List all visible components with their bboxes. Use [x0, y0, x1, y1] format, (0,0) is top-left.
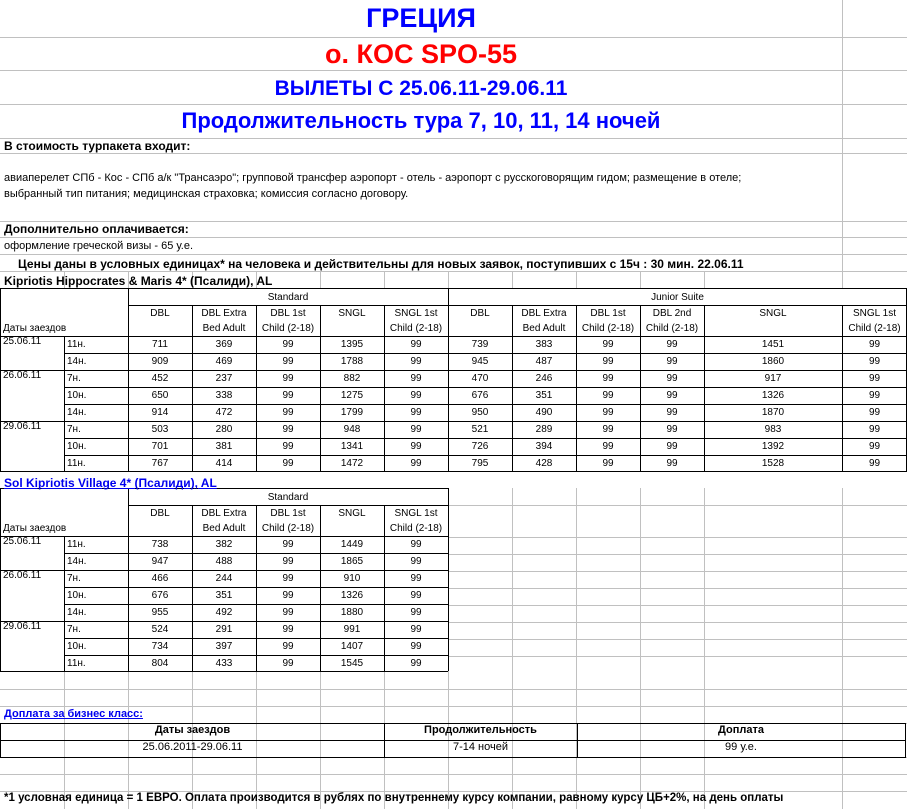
price-cell: 99: [282, 407, 294, 418]
business-duration: 7-14 ночей: [452, 741, 509, 753]
price-cell: 244: [215, 573, 233, 584]
nights: 7н.: [67, 624, 81, 635]
price-cell: 650: [151, 390, 169, 401]
business-header-duration: Продолжительность: [424, 724, 537, 736]
price-cell: 945: [471, 356, 489, 367]
price-cell: 99: [410, 607, 422, 618]
price-cell: 99: [602, 339, 614, 350]
business-header-payment: Доплата: [718, 724, 764, 736]
price-cell: 1860: [761, 356, 785, 367]
price-cell: 99: [282, 441, 294, 452]
hotel-1-standard-label: Standard: [267, 292, 309, 303]
price-cell: 351: [535, 390, 553, 401]
hotel2-std-col-header: [384, 506, 448, 536]
price-cell: 99: [666, 458, 678, 469]
col-header-line-2: Child (2-18): [389, 323, 443, 334]
price-cell: 711: [152, 339, 168, 350]
hotel1-js-col-header: [576, 306, 640, 336]
business-title: Доплата за бизнес класс:: [4, 708, 143, 720]
price-cell: 99: [868, 424, 881, 435]
nights: 10н.: [67, 590, 87, 601]
col-header-line-1: DBL 1st: [590, 308, 626, 319]
price-cell: 490: [535, 407, 553, 418]
nights: 14н.: [67, 607, 87, 618]
arrival-date: 29.06.11: [3, 621, 42, 632]
price-cell: 1545: [340, 658, 364, 669]
price-cell: 1451: [761, 339, 785, 350]
nights: 10н.: [67, 641, 87, 652]
price-cell: 738: [151, 539, 169, 550]
price-cell: 1392: [761, 441, 785, 452]
col-header-line-1: DBL: [150, 508, 170, 519]
includes-line-1: авиаперелет СПб - Кос - СПб а/к "Трансаэро"; групповой трансфер аэропорт - отель - аэропорт с русскоговорящим гидом; размещение в отеле;: [4, 172, 742, 184]
col-header-line-2: Child (2-18): [261, 523, 315, 534]
arrival-date: 29.06.11: [3, 421, 42, 432]
price-cell: 382: [215, 539, 233, 550]
col-header-line-1: DBL: [150, 308, 170, 319]
price-cell: 99: [666, 339, 678, 350]
price-cell: 1528: [761, 458, 785, 469]
arrival-date: 25.06.11: [3, 336, 42, 347]
price-cell: 804: [151, 658, 169, 669]
col-header-line-2: Child (2-18): [581, 323, 635, 334]
price-cell: 914: [151, 407, 169, 418]
price-cell: 1880: [340, 607, 364, 618]
price-cell: 99: [410, 556, 422, 567]
price-cell: 955: [151, 607, 169, 618]
hotel-2-date-header: Даты заездов: [3, 523, 67, 534]
price-cell: 280: [215, 424, 233, 435]
price-cell: 99: [868, 356, 881, 367]
price-cell: 99: [282, 356, 294, 367]
hotel1-std-col-header: [320, 306, 384, 321]
price-note: Цены даны в условных единицах* на человека и действительны для новых заявок, поступивших с 15ч : 30 мин. 22.06.11: [18, 257, 744, 271]
col-header-line-2: Child (2-18): [645, 323, 699, 334]
nights: 7н.: [67, 373, 81, 384]
includes-title: В стоимость турпакета входит:: [4, 139, 191, 153]
price-cell: 487: [535, 356, 553, 367]
nights: 14н.: [67, 356, 87, 367]
nights: 7н.: [67, 573, 81, 584]
price-cell: 1407: [340, 641, 364, 652]
price-cell: 99: [282, 641, 294, 652]
nights: 10н.: [67, 390, 87, 401]
price-cell: 726: [471, 441, 489, 452]
hotel-2-standard-label: Standard: [267, 492, 309, 503]
hotel1-js-col-header: [842, 306, 907, 336]
price-cell: 99: [868, 458, 881, 469]
price-cell: 1788: [340, 356, 364, 367]
price-cell: 469: [215, 356, 233, 367]
price-cell: 452: [151, 373, 169, 384]
hotel2-std-col-header: [320, 506, 384, 521]
price-cell: 99: [666, 356, 678, 367]
col-header-line-1: SNGL: [338, 508, 366, 519]
arrival-date: 26.06.11: [3, 570, 42, 581]
price-cell: 524: [151, 624, 169, 635]
price-cell: 383: [535, 339, 553, 350]
duration-title: Продолжительность тура 7, 10, 11, 14 ночей: [181, 108, 661, 133]
price-cell: 428: [535, 458, 553, 469]
price-cell: 99: [282, 458, 294, 469]
price-cell: 99: [282, 390, 294, 401]
price-cell: 492: [215, 607, 233, 618]
price-cell: 503: [151, 424, 169, 435]
col-header-line-2: Child (2-18): [848, 323, 901, 334]
price-cell: 394: [535, 441, 553, 452]
price-cell: 99: [282, 556, 294, 567]
col-header-line-1: SNGL 1st: [394, 308, 438, 319]
price-cell: 99: [282, 607, 294, 618]
price-cell: 99: [868, 339, 881, 350]
price-cell: 991: [343, 624, 361, 635]
price-cell: 950: [471, 407, 489, 418]
price-cell: 99: [868, 390, 881, 401]
arrival-date: 25.06.11: [3, 536, 42, 547]
col-header-line-1: SNGL 1st: [394, 508, 438, 519]
price-cell: 99: [666, 441, 678, 452]
spo-title: о. КОС SPO-55: [324, 39, 518, 69]
col-header-line-1: DBL 2nd: [652, 308, 692, 319]
price-cell: 767: [151, 458, 169, 469]
price-cell: 99: [282, 624, 294, 635]
price-cell: 917: [764, 373, 782, 384]
price-cell: 909: [151, 356, 169, 367]
price-cell: 351: [215, 590, 233, 601]
price-cell: 99: [410, 424, 422, 435]
price-cell: 99: [282, 424, 294, 435]
hotel1-std-col-header: [256, 306, 320, 336]
price-cell: 466: [151, 573, 169, 584]
price-cell: 99: [602, 407, 614, 418]
nights: 11н.: [67, 458, 86, 469]
nights: 11н.: [67, 339, 86, 350]
price-cell: 291: [215, 624, 233, 635]
price-cell: 99: [282, 373, 294, 384]
col-header-line-1: DBL Extra: [521, 308, 567, 319]
price-cell: 1326: [761, 390, 785, 401]
price-cell: 99: [666, 373, 678, 384]
price-cell: 99: [602, 390, 614, 401]
extra-title: Дополнительно оплачивается:: [4, 222, 189, 236]
col-header-line-2: Child (2-18): [389, 523, 443, 534]
col-header-line-1: SNGL: [759, 308, 787, 319]
price-cell: 521: [471, 424, 489, 435]
country-title: ГРЕЦИЯ: [366, 3, 476, 33]
hotel2-std-col-header: [256, 506, 320, 536]
price-cell: 99: [282, 590, 294, 601]
price-cell: 1326: [340, 590, 364, 601]
price-cell: 1449: [340, 539, 364, 550]
col-header-line-1: DBL 1st: [270, 508, 306, 519]
price-cell: 381: [215, 441, 233, 452]
col-header-line-1: DBL 1st: [270, 308, 306, 319]
price-cell: 99: [410, 641, 422, 652]
price-cell: 99: [666, 424, 678, 435]
price-cell: 99: [410, 407, 422, 418]
price-cell: 99: [868, 441, 881, 452]
price-cell: 734: [151, 641, 169, 652]
price-cell: 99: [602, 356, 614, 367]
price-cell: 701: [151, 441, 169, 452]
business-dates: 25.06.2011-29.06.11: [142, 741, 243, 753]
hotel1-js-col-header: [448, 306, 512, 321]
price-cell: 1799: [340, 407, 364, 418]
price-cell: 99: [602, 441, 614, 452]
nights: 14н.: [67, 407, 87, 418]
col-header-line-2: Bed Adult: [202, 523, 246, 534]
price-cell: 676: [471, 390, 489, 401]
price-cell: 910: [343, 573, 361, 584]
includes-line-2: выбранный тип питания; медицинская страховка; комиссия согласно договору.: [4, 188, 409, 200]
price-cell: 1395: [340, 339, 364, 350]
price-cell: 414: [215, 458, 233, 469]
price-cell: 739: [471, 339, 489, 350]
price-cell: 99: [602, 458, 614, 469]
col-header-line-1: DBL Extra: [201, 508, 247, 519]
price-cell: 99: [410, 539, 422, 550]
price-cell: 99: [410, 573, 422, 584]
hotel-2-name[interactable]: Sol Kipriotis Village 4* (Псалиди), AL: [4, 476, 217, 490]
price-cell: 433: [215, 658, 233, 669]
price-cell: 99: [410, 441, 422, 452]
nights: 14н.: [67, 556, 87, 567]
col-header-line-1: DBL Extra: [201, 308, 247, 319]
price-cell: 99: [602, 424, 614, 435]
price-cell: 1870: [761, 407, 785, 418]
price-cell: 882: [343, 373, 361, 384]
price-cell: 99: [602, 373, 614, 384]
price-cell: 246: [535, 373, 553, 384]
hotel1-js-col-header: [512, 306, 576, 336]
business-header-dates: Даты заездов: [154, 724, 231, 736]
col-header-line-1: SNGL: [338, 308, 366, 319]
price-cell: 338: [215, 390, 233, 401]
hotel-1-junior-label: Junior Suite: [651, 292, 704, 303]
price-cell: 99: [666, 390, 678, 401]
price-cell: 676: [151, 590, 169, 601]
footnote: *1 условная единица = 1 ЕВРО. Оплата производится в рублях по внутреннему курсу компании, равному курсу ЦБ+2%, на день оплаты: [4, 792, 784, 804]
price-cell: 99: [666, 407, 678, 418]
col-header-line-2: Child (2-18): [261, 323, 315, 334]
price-cell: 1341: [340, 441, 364, 452]
col-header-line-2: Bed Adult: [522, 323, 566, 334]
hotel-1-name: Kipriotis Hippocrates & Maris 4* (Псалиди), AL: [4, 274, 273, 288]
hotel2-std-col-header: [128, 506, 192, 521]
price-cell: 99: [410, 624, 422, 635]
price-cell: 1472: [340, 458, 364, 469]
price-cell: 99: [868, 373, 881, 384]
price-cell: 99: [410, 390, 422, 401]
nights: 10н.: [67, 441, 87, 452]
price-cell: 99: [282, 573, 294, 584]
hotel-1-date-header: Даты заездов: [3, 323, 67, 334]
departures-title: ВЫЛЕТЫ С 25.06.11-29.06.11: [274, 77, 568, 100]
price-cell: 795: [471, 458, 489, 469]
price-cell: 99: [410, 373, 422, 384]
price-cell: 99: [410, 458, 422, 469]
hotel1-std-col-header: [384, 306, 448, 336]
price-cell: 99: [282, 339, 294, 350]
price-cell: 1275: [340, 390, 364, 401]
nights: 11н.: [67, 658, 86, 669]
price-cell: 397: [215, 641, 233, 652]
hotel1-js-col-header: [640, 306, 704, 336]
price-cell: 947: [151, 556, 169, 567]
nights: 7н.: [67, 424, 81, 435]
price-cell: 488: [215, 556, 233, 567]
price-cell: 99: [410, 356, 422, 367]
price-cell: 1865: [340, 556, 364, 567]
price-cell: 99: [410, 590, 422, 601]
price-cell: 472: [215, 407, 233, 418]
nights: 11н.: [67, 539, 86, 550]
arrival-date: 26.06.11: [3, 370, 42, 381]
price-cell: 99: [868, 407, 881, 418]
price-cell: 983: [764, 424, 782, 435]
business-payment: 99 у.е.: [725, 741, 757, 753]
visa-line: оформление греческой визы - 65 у.е.: [4, 240, 194, 252]
col-header-line-1: SNGL 1st: [853, 308, 896, 319]
hotel2-std-col-header: [192, 506, 256, 536]
hotel1-js-col-header: [704, 306, 842, 321]
price-cell: 369: [215, 339, 233, 350]
price-cell: 948: [343, 424, 361, 435]
price-cell: 99: [282, 658, 294, 669]
price-cell: 470: [471, 373, 489, 384]
price-cell: 289: [535, 424, 553, 435]
price-cell: 99: [410, 658, 422, 669]
hotel1-std-col-header: [192, 306, 256, 336]
hotel1-std-col-header: [128, 306, 192, 321]
price-cell: 99: [282, 539, 294, 550]
price-cell: 237: [215, 373, 233, 384]
col-header-line-2: Bed Adult: [202, 323, 246, 334]
col-header-line-1: DBL: [470, 308, 490, 319]
price-cell: 99: [410, 339, 422, 350]
